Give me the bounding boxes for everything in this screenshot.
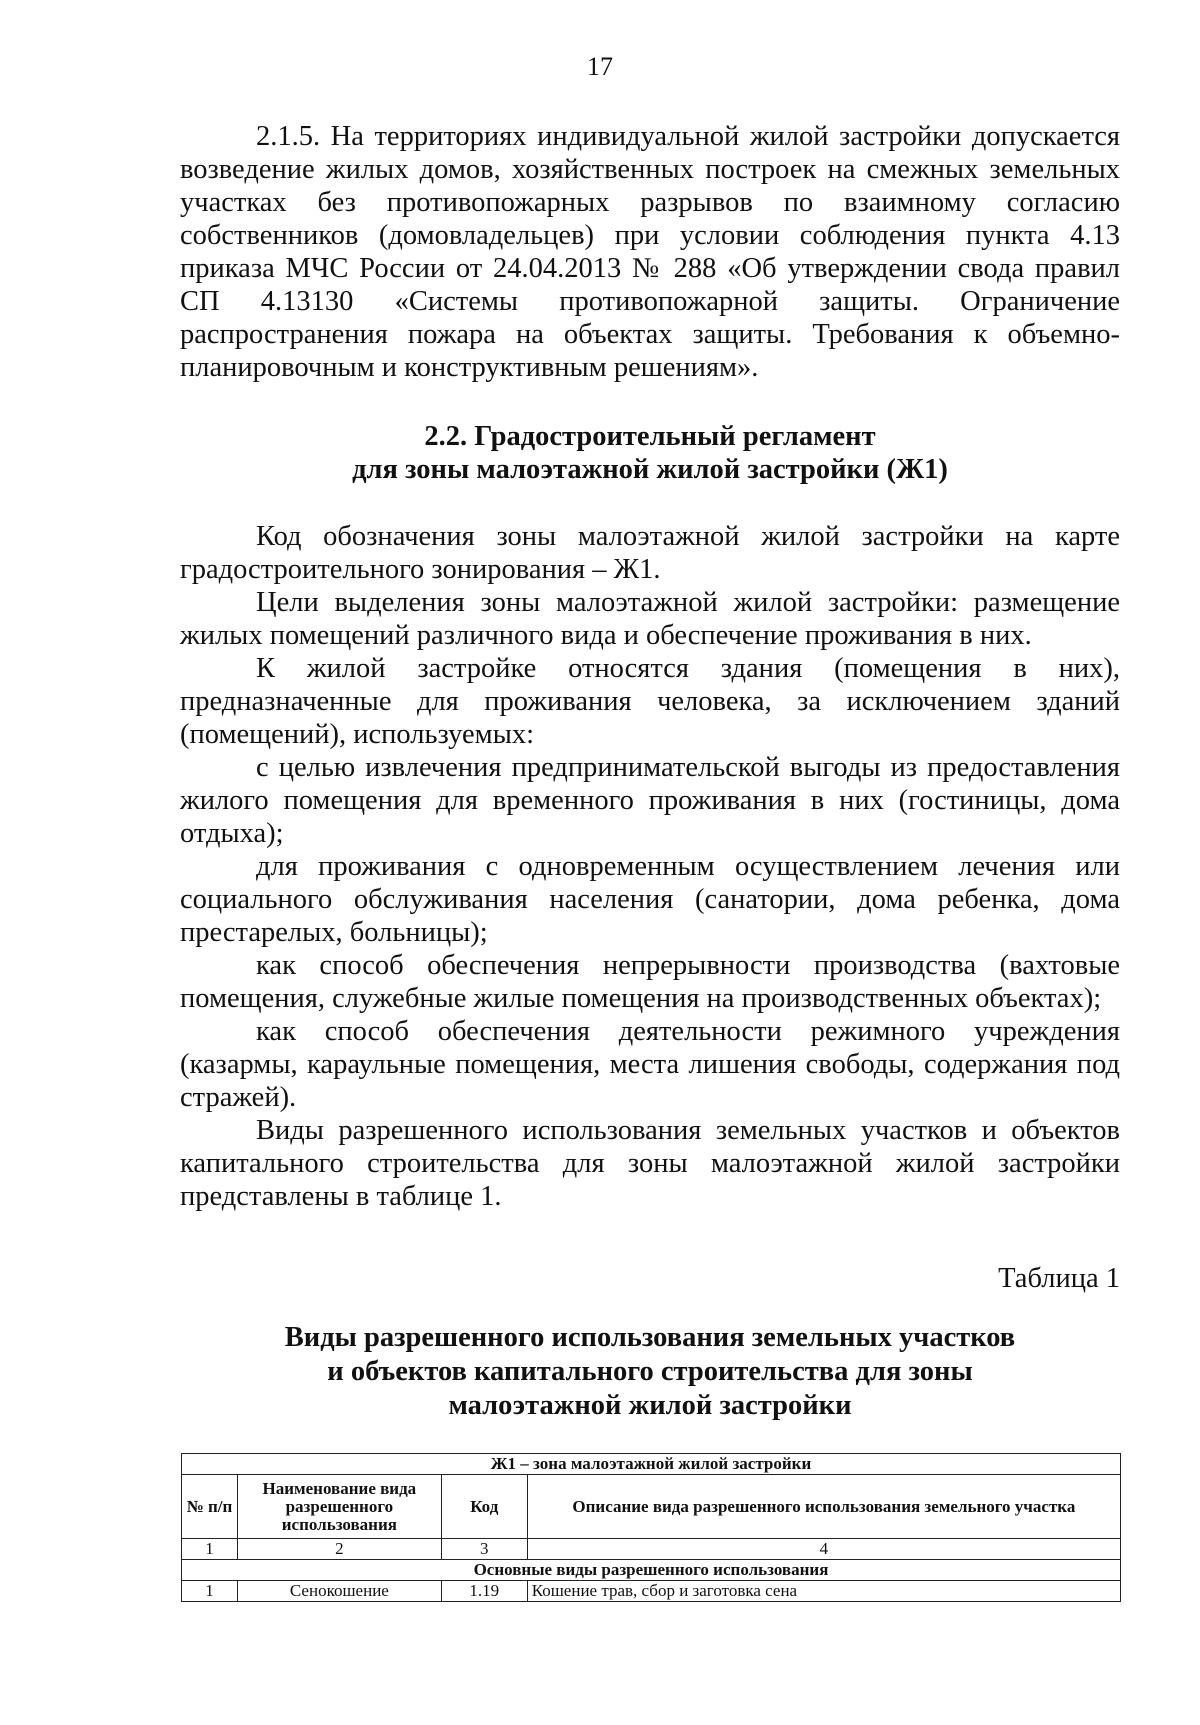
table-title-line3: малоэтажной жилой застройки [448,1390,852,1421]
section-heading-line2: для зоны малоэтажной жилой застройки (Ж1) [352,454,948,485]
index-cell: 2 [237,1539,441,1560]
row-name: Сенокошение [237,1581,441,1602]
table-zone-header-row [182,1454,1121,1475]
section-body [180,520,1120,1213]
section-heading [180,420,1120,486]
paragraph-2-1-5-text: 2.1.5. На территориях индивидуальной жилой застройки допускается возведение жилых домов, хозяйственных построек на смежных земельных участках без противопожарных разрывов по взаимному согласию собственников (домовладельцев) при условии соблюдения пункта 4.13 приказа МЧС России от 24.04.2013 № 288 «Об утверждении свода правил СП 4.13130 «Системы противопожарной защиты. Ограничение распространения пожара на объектах защиты. Требования к объемно-планировочным и конструктивным решениям». [180,121,1120,383]
table-section-label: Основные виды разрешенного использования [182,1560,1121,1581]
col-header-code: Код [441,1475,527,1539]
table-index-row [182,1539,1121,1560]
paragraph-table-ref: Виды разрешенного использования земельных участков и объектов капитального строительства для зоны малоэтажной жилой застройки представлены в таблице 1. [180,1115,1120,1212]
paragraph-exception-4: как способ обеспечения деятельности режимного учреждения (казармы, караульные помещения, места лишения свободы, содержания под стражей). [180,1016,1120,1113]
row-desc: Кошение трав, сбор и заготовка сена [527,1581,1120,1602]
paragraph-exception-3: как способ обеспечения непрерывности производства (вахтовые помещения, служебные жилые помещения на производственных объектах); [180,950,1120,1014]
paragraph-2-1-5 [180,120,1120,384]
table-section-row [182,1560,1121,1581]
page-number: 17 [587,52,613,81]
paragraph-zone-code: Код обозначения зоны малоэтажной жилой застройки на карте градостроительного зонирования – Ж1. [180,521,1120,585]
table-title-line1: Виды разрешенного использования земельных участков [284,1322,1016,1353]
paragraph-residential: К жилой застройке относятся здания (помещения в них), предназначенные для проживания человека, за исключением зданий (помещений), используемых: [180,653,1120,750]
table-column-header-row [182,1475,1121,1539]
index-cell: 1 [182,1539,238,1560]
row-num: 1 [182,1581,238,1602]
index-cell: 4 [527,1539,1120,1560]
table-zone-header: Ж1 – зона малоэтажной жилой застройки [182,1454,1121,1475]
col-header-num: № п/п [182,1475,238,1539]
table-row [182,1581,1121,1602]
table-caption: Таблица 1 [998,1263,1120,1294]
paragraph-zone-goals: Цели выделения зоны малоэтажной жилой застройки: размещение жилых помещений различного вида и обеспечение проживания в них. [180,587,1120,651]
row-code: 1.19 [441,1581,527,1602]
paragraph-exception-2: для проживания с одновременным осуществлением лечения или социального обслуживания населения (санатории, дома ребенка, дома престарелых, больницы); [180,851,1120,948]
table-title [180,1321,1120,1423]
col-header-name: Наименование вида разрешенного использования [237,1475,441,1539]
land-use-table [181,1453,1121,1602]
index-cell: 3 [441,1539,527,1560]
section-heading-line1: 2.2. Градостроительный регламент [424,421,876,452]
paragraph-exception-1: с целью извлечения предпринимательской выгоды из предоставления жилого помещения для временного проживания в них (гостиницы, дома отдыха); [180,752,1120,849]
table-title-line2: и объектов капитального строительства для зоны [327,1356,973,1387]
col-header-desc: Описание вида разрешенного использования земельного участка [527,1475,1120,1539]
